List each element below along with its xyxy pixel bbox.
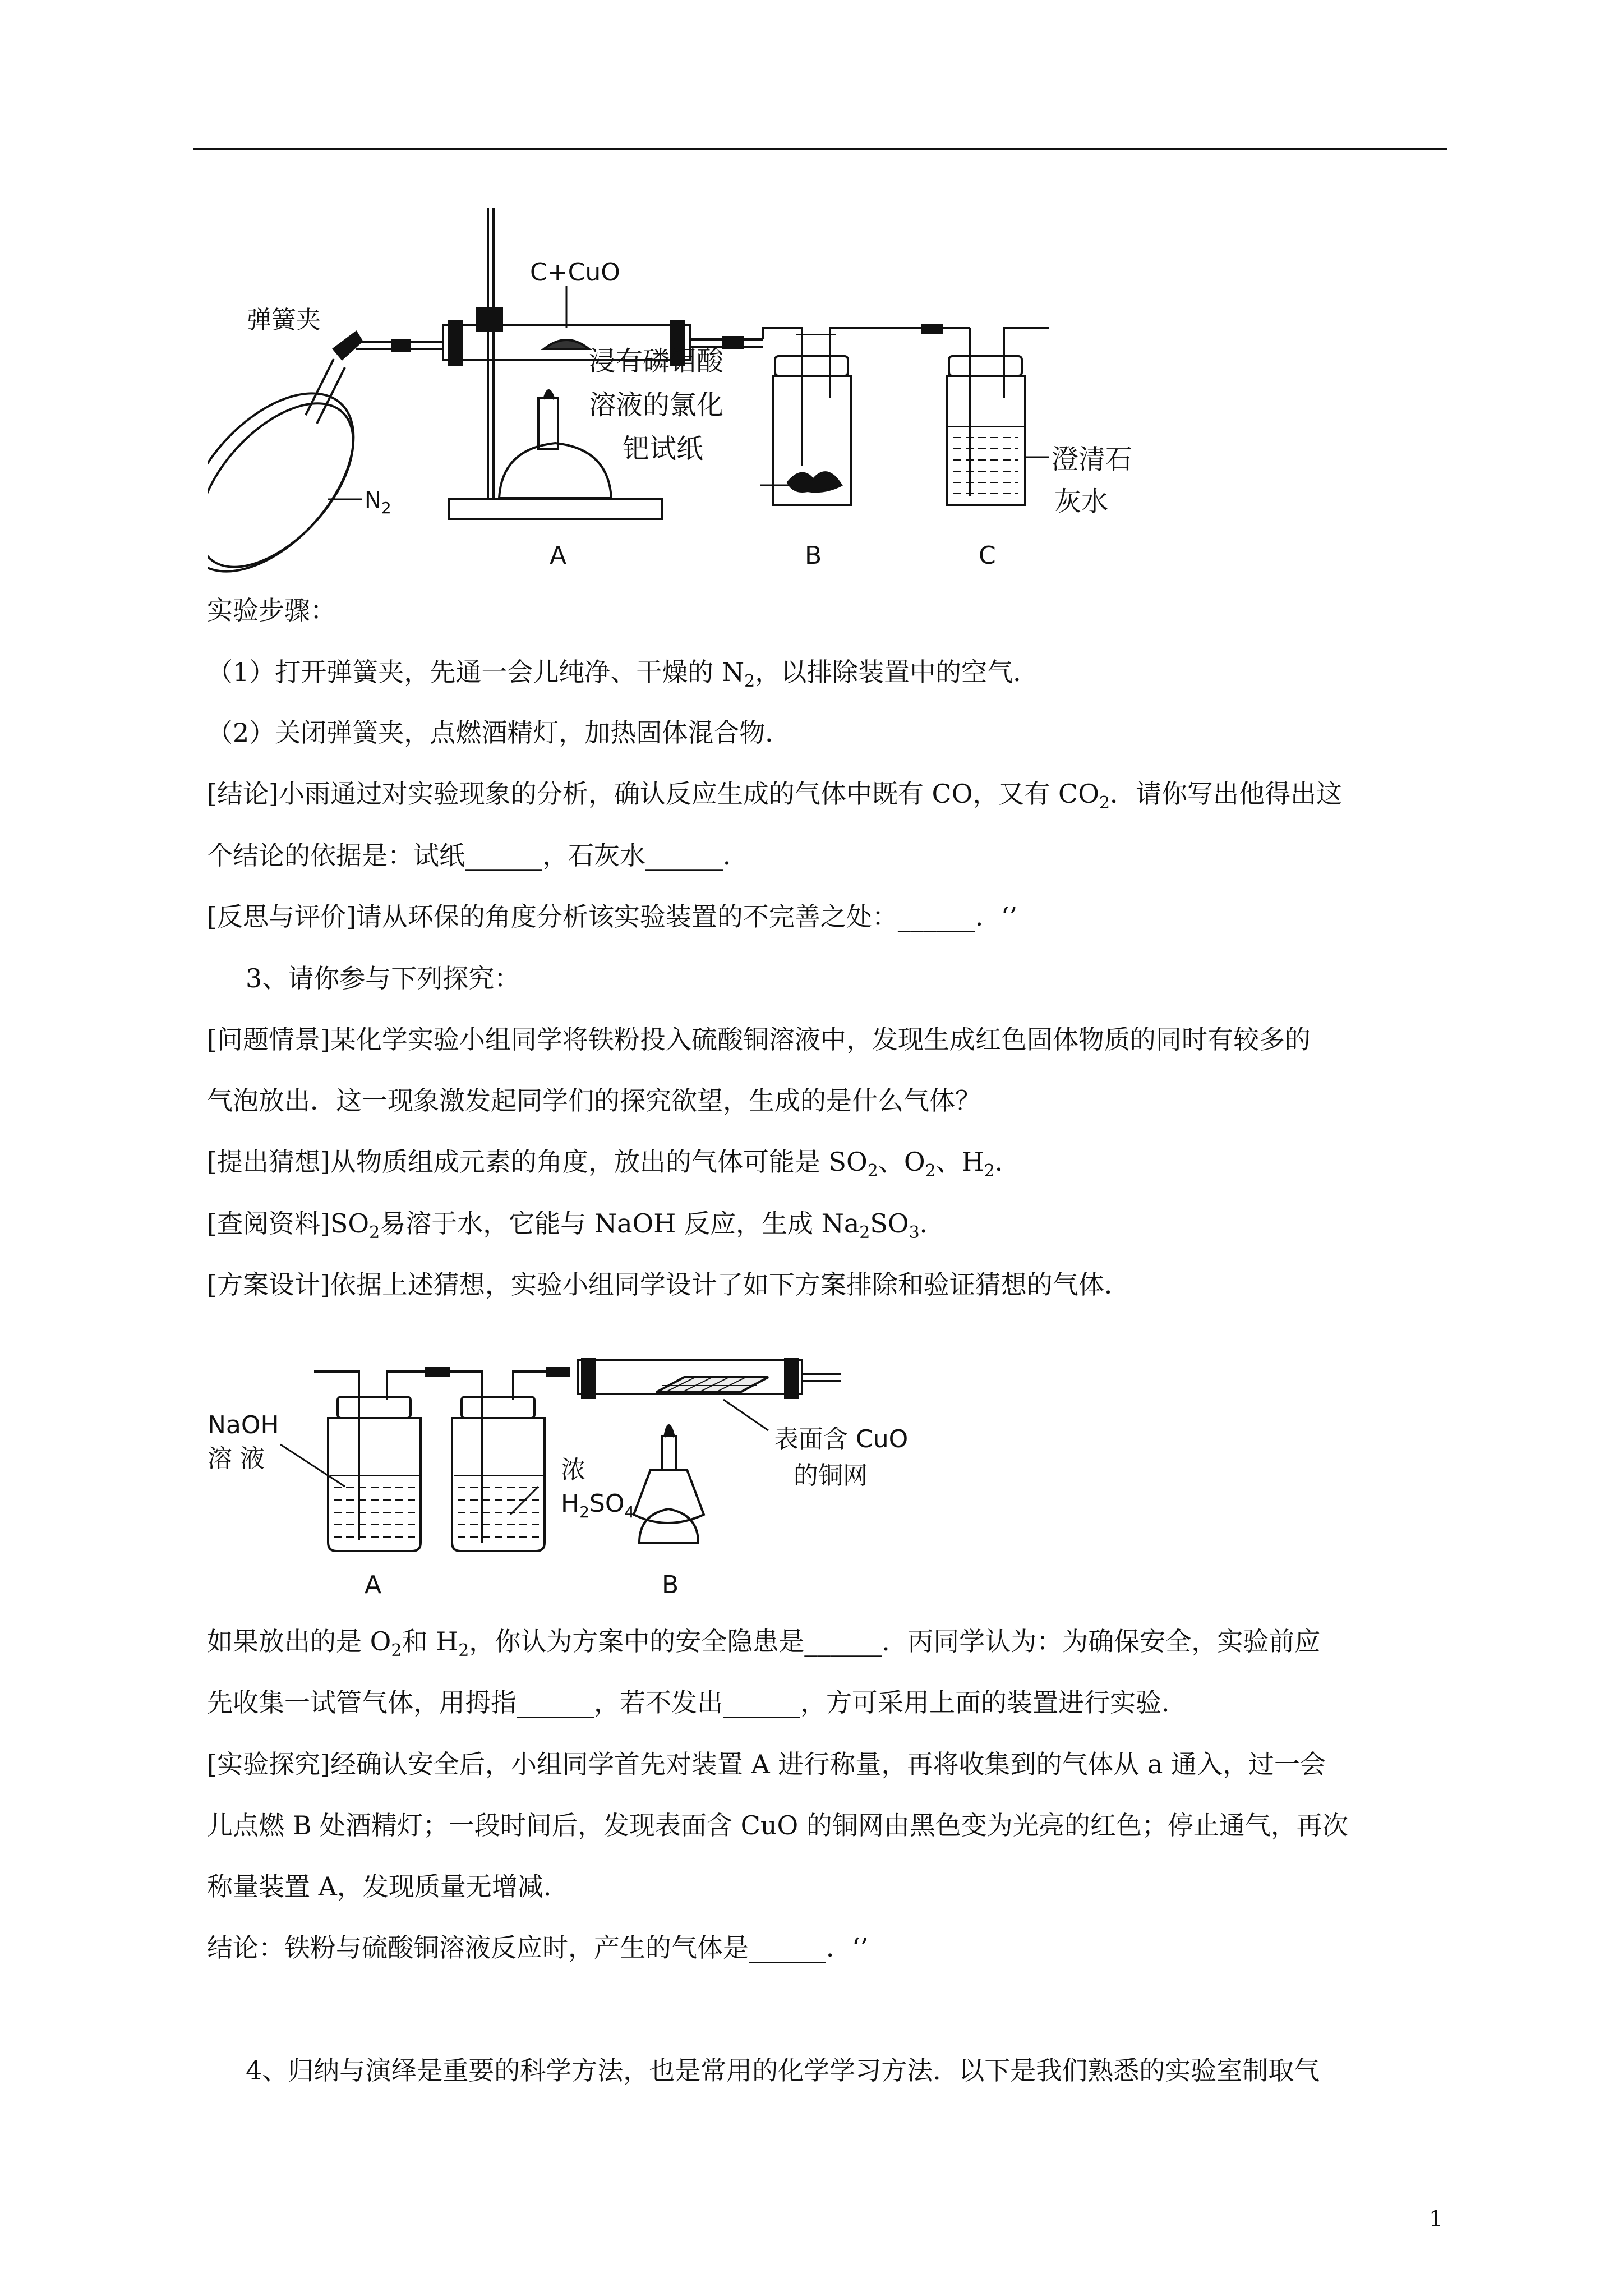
reflection: [反思与评价]请从环保的角度分析该实验装置的不完善之处：______．‘’ (207, 901, 1018, 932)
label-paper-2: 溶液的氯化 (589, 389, 724, 421)
question-3: 3、请你参与下列探究： (246, 963, 520, 993)
label-b: B (805, 541, 822, 570)
label-mesh-2: 的铜网 (794, 1461, 868, 1490)
apparatus-1-drawing (208, 202, 1161, 583)
label-c-cuo: C+CuO (530, 258, 620, 287)
steps-title: 实验步骤： (207, 595, 336, 625)
label-limewater-1: 澄清石 (1052, 444, 1133, 475)
label-clip: 弹簧夹 (247, 306, 321, 334)
label-conc: 浓 (561, 1456, 585, 1484)
label-paper-1: 浸有磷钼酸 (589, 346, 724, 377)
label-paper-3: 钯试纸 (623, 433, 704, 464)
design: [方案设计]依据上述猜想，实验小组同学设计了如下方案排除和验证猜想的气体． (207, 1269, 1130, 1300)
explore-line-2: 儿点燃 B 处酒精灯；一段时间后，发现表面含 CuO 的铜网由黑色变为光亮的红色；停止通气，再次 (207, 1810, 1348, 1841)
final-conclusion: 结论：铁粉与硫酸铜溶液反应时，产生的气体是______．‘’ (207, 1932, 869, 1963)
problem-line-2: 气泡放出．这一现象激发起同学们的探究欲望，生成的是什么气体？ (207, 1085, 981, 1116)
step-1: （1）打开弹簧夹，先通一会儿纯净、干燥的 $N_2$，以排除装置中的空气． (207, 657, 1039, 691)
explore-line-1: [实验探究]经确认安全后，小组同学首先对装置 A 进行称量，再将收集到的气体从 a 通入，过一会 (207, 1749, 1326, 1779)
label-c: C (979, 541, 996, 570)
conclusion-line-1: [结论]小雨通过对实验现象的分析，确认反应生成的气体中既有 CO，又有 $CO_2$．请你写出他得出这 (207, 779, 1343, 813)
step-2: （2）关闭弹簧夹，点燃酒精灯，加热固体混合物． (207, 717, 791, 748)
label-naoh-2: 溶 液 (208, 1444, 265, 1473)
label-n2: $N_2$ (365, 487, 391, 517)
label-limewater-2: 灰水 (1054, 486, 1109, 517)
label-mesh-1: 表面含 CuO (774, 1425, 909, 1453)
guess: [提出猜想]从物质组成元素的角度，放出的气体可能是 $SO_2$、$O_2$、$H_2$． (207, 1147, 1021, 1181)
conclusion-line-2: 个结论的依据是：试纸______，石灰水______． (207, 840, 749, 871)
figure-apparatus-2 (208, 1358, 993, 1604)
safety-line-2: 先收集一试管气体，用拇指______，若不发出______，方可采用上面的装置进行实验． (207, 1687, 1187, 1718)
page-number: 1 (1429, 2206, 1444, 2232)
label-h2so4: $H_2SO_4$ (561, 1489, 635, 1521)
problem-line-1: [问题情景]某化学实验小组同学将铁粉投入硫酸铜溶液中，发现生成红色固体物质的同时有较多的 (207, 1024, 1311, 1055)
figure-apparatus-1 (208, 202, 1161, 583)
question-4: 4、归纳与演绎是重要的科学方法，也是常用的化学学习方法．以下是我们熟悉的实验室制取气 (246, 2055, 1320, 2086)
label-b: B (662, 1571, 679, 1599)
safety-line-1: 如果放出的是 $O_2$和 $H_2$，你认为方案中的安全隐患是______．丙同学认为：为确保安全，实验前应 (207, 1626, 1321, 1660)
header-rule (193, 148, 1447, 150)
apparatus-2-drawing (208, 1358, 993, 1604)
label-naoh-1: NaOH (208, 1411, 279, 1439)
explore-line-3: 称量装置 A，发现质量无增减． (207, 1871, 569, 1902)
label-a: A (365, 1571, 382, 1599)
label-a: A (550, 541, 567, 570)
info: [查阅资料]$SO_2$易溶于水，它能与 NaOH 反应，生成 $Na_2SO_3$． (207, 1208, 946, 1243)
